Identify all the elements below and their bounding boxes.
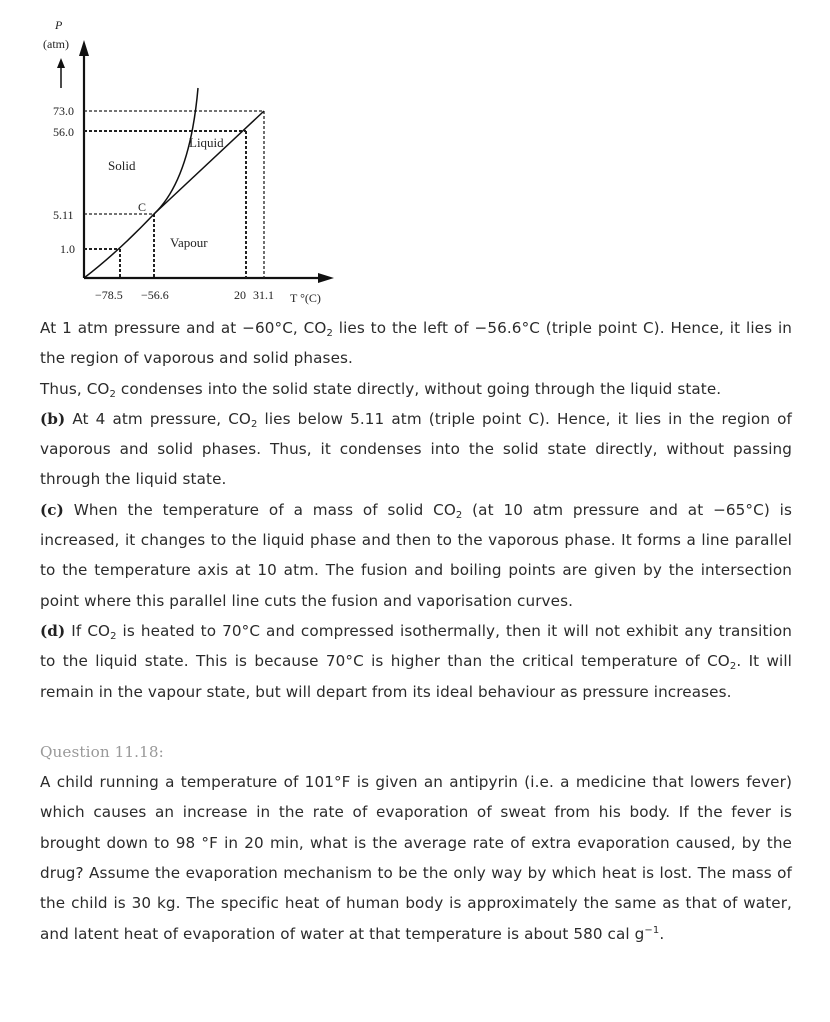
co2-phase-diagram [0, 0, 360, 312]
pressure-axis-symbol: P [55, 18, 63, 32]
triple-point-label: C [138, 200, 147, 214]
pressure-axis-unit: (atm) [43, 37, 69, 51]
region-solid-label: Solid [108, 158, 136, 173]
answer-content [40, 313, 792, 949]
temperature-tick-31-1: 31.1 [253, 288, 274, 302]
answer-part-b: (b) At 4 atm pressure, $CO_2$ lies below 5.11 atm (triple point C). Hence, it lies in the region of vaporous and solid phases. Thus, it condenses into the solid state directly, without passing through the liquid state. [40, 409, 793, 489]
answer-part-a: At 1 atm pressure and at −60°C, $CO_2$ lies to the left of −56.6°C (triple point C). Hence, it lies in the region of vaporous and solid phases. [40, 319, 792, 368]
region-liquid-label: Liquid [189, 135, 224, 150]
temperature-axis-arrow-icon [318, 273, 334, 283]
answer-part-c: (c) When the temperature of a mass of solid $CO_2$ (at 10 atm pressure and at −65°C) is increased, it changes to the liquid phase and then to the vaporous phase. It forms a line parallel to the temperature axis at 10 atm. The fusion and boiling points are given by the intersection point where this parallel line cuts the fusion and vaporisation curves. [40, 500, 792, 610]
pressure-tick-5-11: 5.11 [53, 208, 74, 222]
temperature-tick-20: 20 [234, 288, 246, 302]
pressure-axis-arrow-icon [79, 40, 89, 56]
pressure-tick-73: 73.0 [53, 104, 74, 118]
answer-part-d: (d) If $CO_2$ is heated to 70°C and compressed isothermally, then it will not exhibit any transition to the liquid state. This is because 70°C is higher than the critical temperature of $CO_2$. It will remain in the vapour state, but will depart from its ideal behaviour as pressure increases. [40, 621, 792, 701]
region-vapour-label: Vapour [170, 235, 208, 250]
question-text: A child running a temperature of 101°F is given an antipyrin (i.e. a medicine that lowers fever) which causes an increase in the rate of evaporation of sweat from his body. If the fever is brought down to 98 °F in 20 min, what is the average rate of extra evaporation caused, by the drug? Assume the evaporation mechanism to be the only way by which heat is lost. The mass of the child is 30 kg. The specific heat of human body is approximately the same as that of water, and latent heat of evaporation of water at that temperature is about 580 cal $g^{-1}$. [40, 773, 792, 943]
sublimation-curve [84, 214, 154, 278]
pressure-tick-1-0: 1.0 [60, 242, 75, 256]
vaporisation-curve [154, 111, 264, 214]
pressure-tick-56: 56.0 [53, 125, 74, 139]
fusion-curve [154, 88, 198, 214]
answer-part-a-conclusion: Thus, $CO_2$ condenses into the solid state directly, without going through the liquid state. [40, 379, 722, 400]
temperature-tick-minus-56-6: −56.6 [141, 288, 169, 302]
part-d-label: (d) [40, 621, 66, 640]
temperature-tick-minus-78-5: −78.5 [95, 288, 123, 302]
part-b-label: (b) [40, 409, 66, 428]
question-heading: Question 11.18: [40, 742, 164, 761]
part-c-label: (c) [40, 500, 64, 519]
up-arrow-head-icon [57, 58, 65, 68]
temperature-axis-label: T °(C) [290, 291, 321, 305]
